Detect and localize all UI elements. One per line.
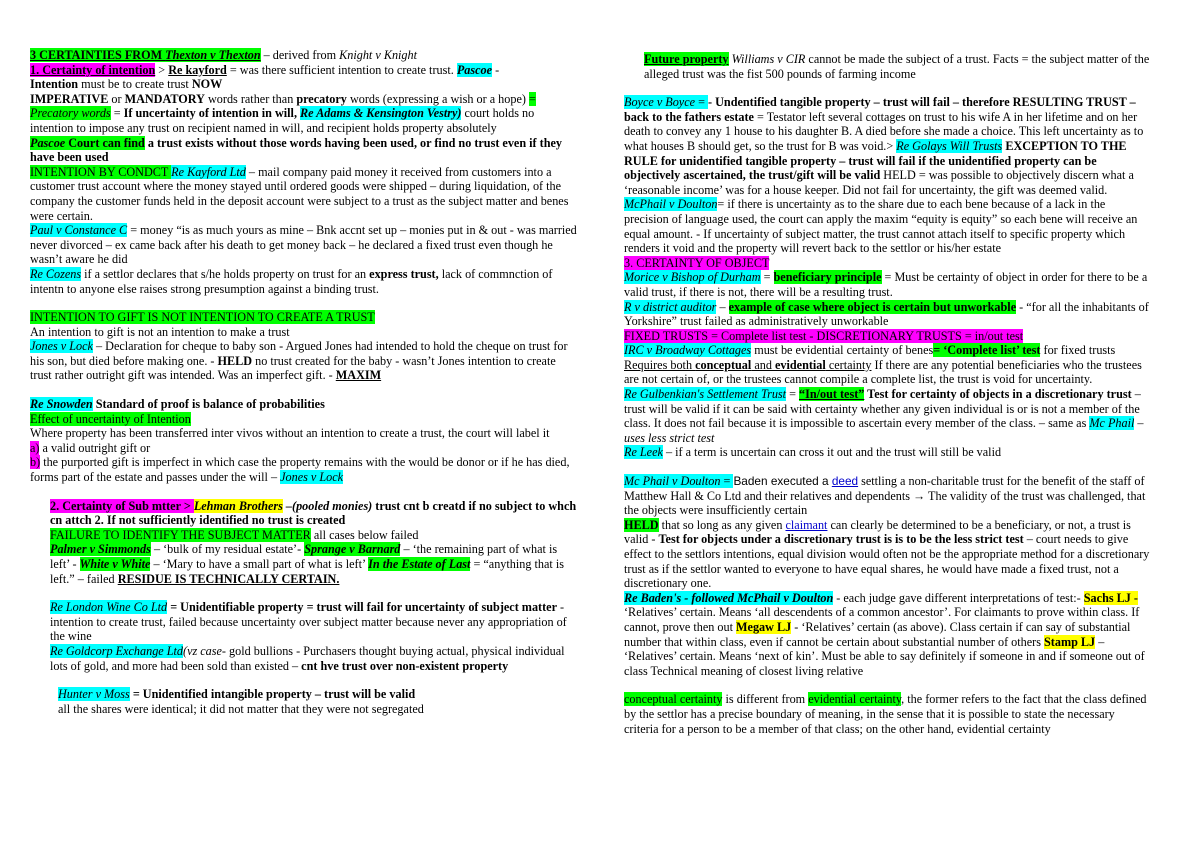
heading-certainty-of-subject-matter: 2. Certainty of Sub mtter > Lehman Brothers –(pooled monies) trust cnt b creatd if no subject to whch cn attch 2. If not sufficiently identified no trust is created	[50, 498, 577, 528]
text-precatory-words: Precatory words = If uncertainty of intention in will, Re Adams & Kensington Vestry) court holds no intention to impose any trust on recipient named in will, and recipient holds property absolutely	[30, 106, 535, 135]
text-mcphail-v-doulton-baden: Mc Phail v Doulton = Baden executed a deed settling a non-charitable trust for the benefit of the staff of Matthew Hall & Co Ltd and their relatives and dependents → The validity of the trust was challenged, that the objects were insufficiently certain	[624, 474, 1146, 518]
text-re-goldcorp: Re Goldcorp Exchange Ltd(vz case- gold bullions - Purchasers thought buying actual, physical individual lots of gold, and more had been sold than existed – cnt hve trust over non-existent property	[50, 643, 565, 673]
text-jones-v-lock: Jones v Lock – Declaration for cheque to baby son - Argued Jones had intended to hold the cheque on trust for his son, but died before making one. - HELD no trust created for the baby - wasn’t Jones intention to create trust rather outright gift was intended. Was an imperfect gift. - MAXIM	[30, 339, 568, 383]
text-re-london-wine: Re London Wine Co Ltd = Unidentifiable property = trust will fail for uncertainty of subject matter - intention to create trust, failed because uncertainty over subject matter because never any appropriation of the wine	[50, 600, 567, 644]
heading-intention-to-gift: INTENTION TO GIFT IS NOT INTENTION TO CREATE A TRUST	[30, 310, 375, 325]
text-intention-now: Intention must be to create trust NOW	[30, 77, 223, 92]
text-irc-v-broadway-cottages: IRC v Broadway Cottages must be evidential certainty of benes= ‘Complete list’ test for fixed trusts Requires both conceptual and evidential certainty If there are any potential beneficiaries who the trustees are not certain of, or the trustees cannot compile a complete list, the trust is void for uncertainty.	[624, 343, 1142, 387]
text-palmer-v-simmonds: Palmer v Simmonds – ‘bulk of my residual estate’- Sprange v Barnard – ‘the remaining part of what is left’ - White v White – ‘Mary to have a small part of what is left’ In the Estate of Last = “anything that is left.” – failed RESIDUE IS TECHNICALLY CERTAIN.	[50, 542, 564, 586]
claimant-link[interactable]: claimant	[785, 517, 828, 532]
text-re-gulbenkian: Re Gulbenkian's Settlement Trust = “In/out test” Test for certainty of objects in a discretionary trust – trust will be valid if it can be said with certainty whether any given individual is or is not a member of the class. It does not fail because it is impossible to ascertain every member of the class. – same as Mc Phail – uses less strict test	[624, 387, 1144, 445]
left-column	[30, 48, 578, 716]
text-failure-to-identify: FAILURE TO IDENTIFY THE SUBJECT MATTER all cases below failed	[50, 527, 419, 542]
text-conceptual-certainty: conceptual certainty is different from evidential certainty, the former refers to the fact that the class defined by the settlor has a precise boundary of meaning, in the sense that it is possible to state the necessary criteria for a person to be a member of that class; on the other hand, evidential certainty	[624, 692, 1147, 736]
deed-link[interactable]: deed	[831, 474, 859, 489]
text-intention-by-conduct: INTENTION BY CONDCT Re Kayford Ltd – mail company paid money it received from customers into a customer trust account where the money stayed until ordered goods were shipped – during liquidation, of the company the customer funds held in the deposit account were subject to a trust as the subject matter and benes were certain.	[30, 164, 569, 223]
text-imperative-words: IMPERATIVE or MANDATORY words rather than precatory words (expressing a wish or a hope) =	[30, 91, 536, 106]
text-morice-v-bishop: Morice v Bishop of Durham = beneficiary principle = Must be certainty of object in order for there to be a valid trust, if there is not, there will be a resulting trust.	[624, 270, 1148, 299]
text-held-claimant: HELD that so long as any given claimant can clearly be determined to be a beneficiary, or not, a trust is valid - Test for objects under a discretionary trust is is to be the less strict test – court needs to give effect to the settlors intentions, equal division would often not be the appropriate method for a discretionary trust as if the settlor wanted to everyone to have equal shares, he would have made a fixed trust, not a discretionary one.	[624, 517, 1150, 591]
text-inter-vivos: Where property has been transferred inter vivos without an intention to create a trust, the court will label it	[30, 426, 550, 441]
text-paul-v-constance: Paul v Constance C = money “is as much yours as mine – Bnk accnt set up – monies put in & out - was married never divorced – ex came back after his death to get money back – he declared a fixed trust even though he wasn’t aware he did	[30, 223, 577, 267]
text-boyce-v-boyce: Boyce v Boyce = - Undentified tangible property – trust will fail – therefore RESULTING TRUST – back to the fathers estate = Testator left several cottages on trust to his wife A in her lifetime and on her death to convey any 1 house to his daughter B. A died before she made a choice. This left uncertainty as to what houses B should get, so the trust for B was void.> Re Golays Will Trusts EXCEPTION TO THE RULE for unidentified tangible property – trust will fail if the unidentified property can be objectively ascertained, the trust/gift will be valid HELD = was possible to objectively discern what a ‘reasonable income’ was for a house keeper. Did not fail for uncertainty, the gift was deemed valid.	[624, 95, 1144, 197]
right-column	[624, 52, 1152, 736]
text-identical-shares: all the shares were identical; it did not matter that they were not segregated	[58, 701, 424, 716]
text-re-snowden: Re Snowden Standard of proof is balance of probabilities	[30, 397, 325, 412]
heading-certainty-of-intention: 1. Certainty of intention > Re kayford = was there sufficient intention to create trust. Pascoe -	[30, 62, 500, 77]
text-effect-of-uncertainty: Effect of uncertainty of Intention	[30, 411, 191, 426]
text-re-badens: Re Baden's - followed McPhail v Doulton - each judge gave different interpretations of test:- Sachs LJ - ‘Relatives’ certain. Means ‘all descendents of a common ancestor’. For claimants to prove within class. If cannot, prove then out Megaw LJ - ‘Relatives’ certain (as above). Class certain if can say of substantial number that within class, even if cannot be certain about substantial number of others Stamp LJ – ‘Relatives’ certain. Means ‘next of kin’. Must be able to say definitely if someone in and if someone out of class Technical meaning of closest living relative	[624, 590, 1145, 678]
text-pascoe-court: Pascoe Court can find a trust exists without those words having been used, or find no trust even if they have been used	[30, 135, 563, 165]
text-mcphail-v-doulton-shares: McPhail v Doulton= if there is uncertainty as to the share due to each bene because of a lack in the precision of language used, the court can apply the maxim “equity is equity” so each bene will receive an equal amount. - If uncertainty of subject matter, the trust cannot attach itself to specific property which renders it void and the property will revert back to the settlor or his/her estate	[624, 197, 1138, 256]
heading-certainty-of-object: 3. CERTAINTY OF OBJECT	[624, 255, 770, 270]
heading-fixed-discretionary-trusts: FIXED TRUSTS = Complete list test - DISCRETIONARY TRUSTS = in/out test	[624, 328, 1024, 343]
text-future-property: Future property Williams v CIR cannot be made the subject of a trust. Facts = the subject matter of the alleged trust was the fist 500 pounds of farming income	[644, 52, 1150, 81]
text-hunter-v-moss: Hunter v Moss = Unidentified intangible property – trust will be valid	[58, 687, 416, 702]
text-intention-to-gift: An intention to gift is not an intention to make a trust	[30, 324, 290, 339]
text-r-v-district-auditor: R v district auditor – example of case where object is certain but unworkable - “for all the inhabitants of Yorkshire” trust failed as administratively unworkable	[624, 299, 1149, 329]
text-re-cozens: Re Cozens if a settlor declares that s/he holds property on trust for an express trust, lack of commnction of intentn to anyone else raises strong presumption against a binding trust.	[30, 266, 553, 296]
text-option-a: a) a valid outright gift or	[30, 440, 151, 455]
text-re-leek: Re Leek – if a term is uncertain can cross it out and the trust will still be valid	[624, 445, 1002, 460]
text-option-b: b) the purported gift is imperfect in which case the property remains with the would be donor or if he has died, forms part of the estate and passes under the will – Jones v Lock	[30, 455, 570, 485]
heading-three-certainties: 3 CERTAINTIES FROM Thexton v Thexton – derived from Knight v Knight	[30, 48, 418, 62]
